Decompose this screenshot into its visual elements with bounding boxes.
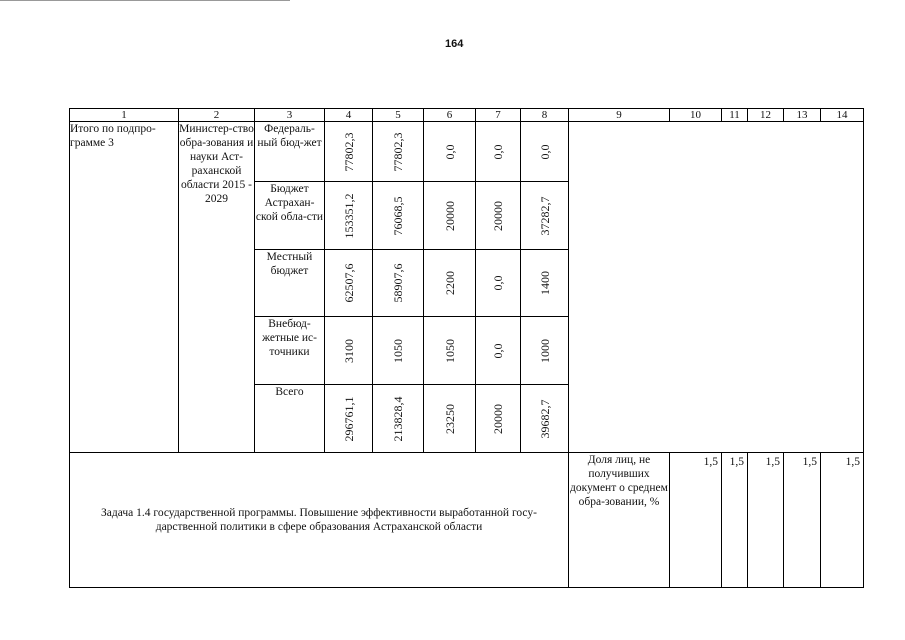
amount-cell: 2200 [424,250,476,317]
header-cell: 14 [821,109,864,122]
header-row [70,109,864,122]
indicator-value: 1,5 [821,453,864,588]
amount-cell: 1050 [373,317,424,385]
executor-cell: Министер-ство обра-зования и науки Аст-раханской области 2015 - 2029 [179,122,255,453]
header-cell: 5 [373,109,424,122]
amount-cell: 0,0 [476,250,521,317]
task-row [70,453,864,588]
header-cell: 8 [521,109,569,122]
amount-cell: 153351,2 [325,182,373,250]
header-cell: 4 [325,109,373,122]
amount-cell: 62507,6 [325,250,373,317]
amount-cell: 20000 [476,182,521,250]
page-number: 164 [445,38,464,50]
amount-cell: 1050 [424,317,476,385]
amount-cell: 0,0 [424,122,476,182]
amount-cell: 3100 [325,317,373,385]
header-cell: 2 [179,109,255,122]
total-cell: 23250 [424,385,476,453]
indicator-value: 1,5 [748,453,784,588]
header-cell: 1 [70,109,179,122]
header-cell: 11 [722,109,748,122]
indicator-name: Доля лиц, не получивших документ о среднем обра-зовании, % [569,453,670,588]
amount-cell: 77802,3 [373,122,424,182]
header-cell: 7 [476,109,521,122]
total-cell: 20000 [476,385,521,453]
budget-table [69,108,864,588]
amount-cell: 37282,7 [521,182,569,250]
funding-source: Внебюд-жетные ис-точники [255,317,325,385]
header-cell: 10 [670,109,722,122]
table-row [70,122,864,182]
empty-indicator-block [569,122,864,453]
amount-cell: 0,0 [521,122,569,182]
scan-artifact-line [0,0,290,1]
indicator-value: 1,5 [670,453,722,588]
amount-cell: 1000 [521,317,569,385]
funding-source: Бюджет Астрахан-ской обла-сти [255,182,325,250]
amount-cell: 0,0 [476,317,521,385]
task-description: Задача 1.4 государственной программы. Повышение эффективности выработанной госу-дарственной политики в сфере образования Астраханской области [70,453,569,588]
header-cell: 13 [784,109,821,122]
total-cell: 296761,1 [325,385,373,453]
header-cell: 3 [255,109,325,122]
subprogram-title: Итого по подпро-грамме 3 [70,122,179,453]
total-cell: 39682,7 [521,385,569,453]
header-cell: 12 [748,109,784,122]
amount-cell: 1400 [521,250,569,317]
amount-cell: 76068,5 [373,182,424,250]
funding-source: Федераль-ный бюд-жет [255,122,325,182]
amount-cell: 0,0 [476,122,521,182]
indicator-value: 1,5 [784,453,821,588]
total-cell: 213828,4 [373,385,424,453]
funding-source: Местный бюджет [255,250,325,317]
amount-cell: 58907,6 [373,250,424,317]
funding-source-total: Всего [255,385,325,453]
header-cell: 9 [569,109,670,122]
amount-cell: 77802,3 [325,122,373,182]
indicator-value: 1,5 [722,453,748,588]
amount-cell: 20000 [424,182,476,250]
header-cell: 6 [424,109,476,122]
